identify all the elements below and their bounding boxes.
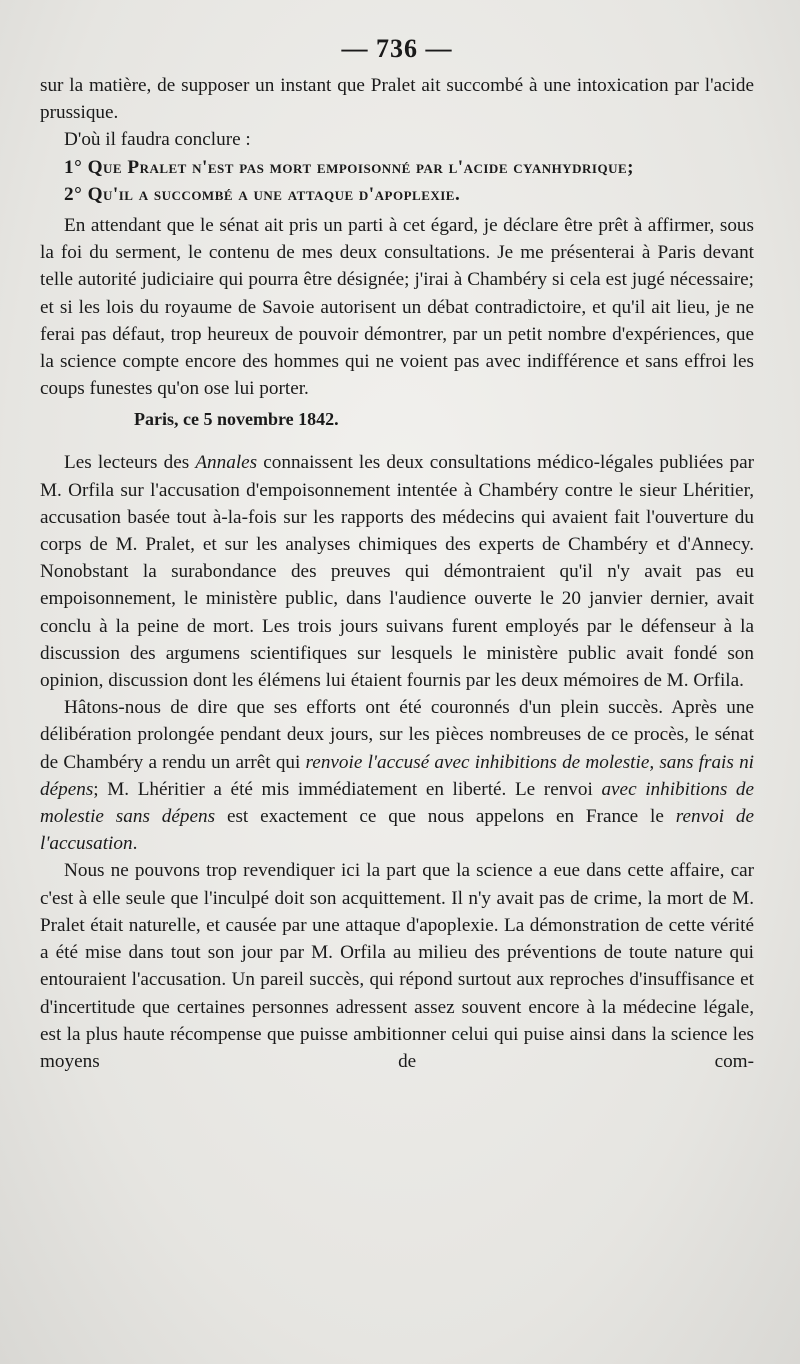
paragraph-verdict: Hâtons-nous de dire que ses efforts ont été couronnés d'un plein succès. Après une délibération prolongée pendant deux jours, sur les pièces nombreuses de ce procès, le sénat de Chambéry a rendu un arrêt qui renvoie l'accusé avec inhibitions de molestie, sans frais ni dépens; M. Lhéritier a été mis immédiatement en liberté. Le renvoi avec inhibitions de molestie sans dépens est exactement ce que nous appelons en France le renvoi de l'accusation. xyxy=(40,697,755,855)
paragraph-science: Nous ne pouvons trop revendiquer ici la part que la science a eue dans cette affaire, car c'est à elle seule que l'inculpé doit son acquittement. Il n'y avait pas de crime, la mort de M. Pralet était naturelle, et causée par une attaque d'apoplexie. La démonstration de cette vérité a été mise dans tout son jour par M. Orfila au milieu des préventions de toute nature qui entouraient l'accusation. Un pareil succès, qui répond surtout aux reproches d'insuffisance et d'incertitude que certaines personnes adressent assez souvent encore à la médecine légale, est la plus haute récompense que puisse ambitionner celui qui puise ainsi dans la science les moyens de com- xyxy=(40,860,754,1072)
italic-inhibitions: avec inhibitions de molestie sans dépens xyxy=(40,778,755,828)
italic-renvoi: renvoi de l'accusation xyxy=(40,806,754,855)
paragraph-conclusion-intro: D'où il faudra conclure : xyxy=(64,129,251,151)
paragraph-editorial: Les lecteurs des Annales connaissent les deux consultations médico-légales publiées par M. Orfila sur l'accusation d'empoisonnement intentée à Chambéry contre le sieur Lhéritier, accusation basée tout à-la-fois sur les rapports des médecins qui avaient fait l'ouverture du corps de M. Pralet, et sur les analyses chimiques des experts de Chambéry et d'Annecy. Nonobstant la surabondance des preuves qui démontraient qu'il n'y avait pas eu empoisonnement, le ministère public, dans l'audience ouverte le 20 janvier dernier, avait conclu à la peine de mort. Les trois jours suivans furent employés par le défenseur à la discussion des argumens scientifiques sur lesquels le ministère public avait fondé son opinion, discussion dont les élémens lui étaient fournis par les deux mémoires de M. Orfila. xyxy=(40,452,754,692)
conclusion-2: 2° Qu'il a succombé a une attaque d'apoplexie. xyxy=(64,183,461,205)
page-number: — 736 — xyxy=(341,34,453,63)
paragraph-declaration: En attendant que le sénat ait pris un parti à cet égard, je déclare être prêt à affirmer, sous la foi du serment, le contenu de mes deux consultations. Je me présenterai à Paris devant telle autorité judiciaire qui pourra être désignée; j'irai à Chambéry si cela est jugé nécessaire; et si les lois du royaume de Savoie autorisent un débat contradictoire, et qu'il ait lieu, je ne ferai pas défaut, trop heureux de pouvoir démontrer, par un petit nombre d'expériences, que la science compte encore des hommes qui ne voient pas avec indifférence et sans effroi les coups funestes qu'on ose lui porter. xyxy=(40,215,754,400)
signature-date: Paris, ce 5 novembre 1842. xyxy=(134,409,339,430)
paragraph-continuation: sur la matière, de supposer un instant que Pralet ait succombé à une intoxication par l'acide prussique. xyxy=(40,75,754,124)
conclusion-1: 1° Que Pralet n'est pas mort empoisonné par l'acide cyanhydrique; xyxy=(64,156,635,178)
italic-renvoie: renvoie l'accusé avec inhibitions de molestie, sans frais ni dépens xyxy=(40,751,754,800)
italic-annales: Annales xyxy=(195,452,258,474)
